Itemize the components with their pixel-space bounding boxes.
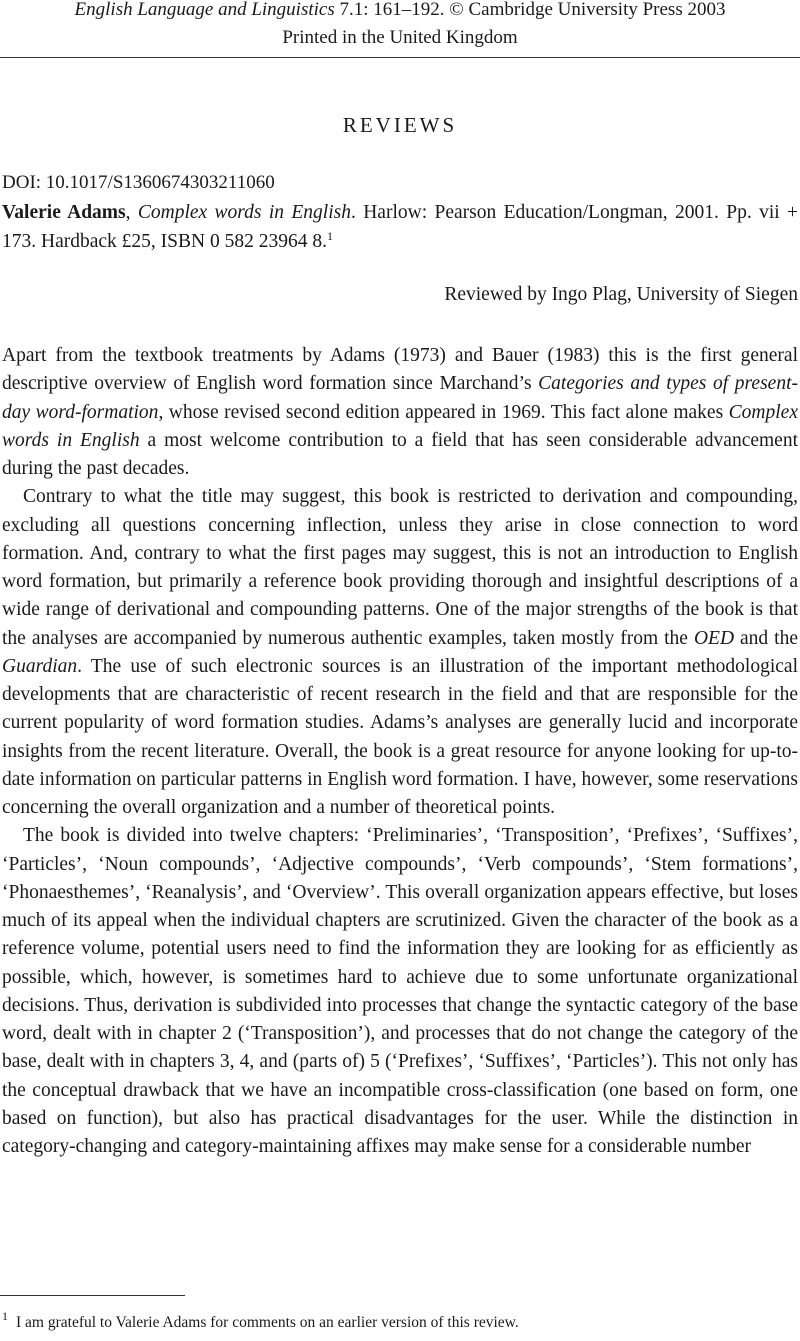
book-author: Valerie Adams bbox=[2, 202, 126, 223]
paragraph-1-italic-book-title: Complex words in English bbox=[2, 401, 798, 451]
journal-name: English Language and Linguistics bbox=[74, 0, 335, 20]
citation-details: . Harlow: Pearson Education/Longman, 2001. Pp. vii + 173. Hardback £25, ISBN 0 582 23964 8. bbox=[2, 202, 799, 252]
footnote-ref[interactable]: 1 bbox=[326, 229, 333, 243]
paragraph-1-italic-marchand-title: Categories and types of present-day word-formation bbox=[2, 373, 798, 423]
footnote-mark: 1 bbox=[2, 1309, 8, 1323]
paragraph-2-text-a: Contrary to what the title may suggest, this book is restricted to derivation and compounding, excluding all questions concerning inflection, unless they arise in close connection to word formation. And, contrary to what the first pages may suggest, this is not an introduction to English word formation, but primarily a reference book providing thorough and insightful descriptions of a wide range of derivational and compounding patterns. One of the major strengths of the book is that the analyses are accompanied by numerous authentic examples, taken mostly from the bbox=[2, 486, 798, 649]
citation-comma: , bbox=[125, 202, 138, 223]
reviewer-line: Reviewed by Ingo Plag, University of Siegen bbox=[444, 284, 798, 305]
paragraph-3: The book is divided into twelve chapters: ‘Preliminaries’, ‘Transposition’, ‘Prefixes’, ‘Suffixes’, ‘Particles’, ‘Noun compounds’, ‘Adjective compounds’, ‘Verb compounds’, ‘Stem formations’, ‘Phonaesthemes’, ‘Reanalysis’, and ‘Overview’. This overall organization appears effective, but loses much of its appeal when the individual chapters are scrutinized. Given the character of the book as a reference volume, potential users need to find the information they are looking for as efficiently as possible, which, however, is sometimes hard to achieve due to some unfortunate organizational decisions. Thus, derivation is subdivided into processes that change the syntactic category of the base word, dealt with in chapter 2 (‘Transposition’), and processes that do not change the category of the base, dealt with in chapters 3, 4, and (parts of) 5 (‘Prefixes’, ‘Suffixes’, ‘Particles’). This not only has the conceptual drawback that we have an incompatible cross-classification (one based on form, one based on function), but also has practical disadvantages for the user. While the distinction in category-changing and category-maintaining affixes may make sense for a considerable number bbox=[2, 825, 798, 1157]
printed-line: Printed in the United Kingdom bbox=[282, 27, 518, 48]
review-body bbox=[2, 342, 798, 1161]
header-divider bbox=[0, 57, 800, 58]
paragraph-2-italic-oed: OED bbox=[693, 627, 735, 649]
paragraph-2-text-c: and the bbox=[734, 627, 799, 649]
paragraph-1-text-e: a most welcome contribution to a field that has seen considerable advancement during the past decades. bbox=[2, 429, 798, 479]
footnote-text: I am grateful to Valerie Adams for comments on an earlier version of this review. bbox=[16, 1314, 519, 1331]
paragraph-1-text-c: , whose revised second edition appeared in 1969. This fact alone makes bbox=[158, 401, 729, 423]
paragraph-2-italic-guardian: Guardian bbox=[2, 655, 78, 677]
book-title: Complex words in English bbox=[137, 202, 351, 223]
paragraph-1-text-a: Apart from the textbook treatments by Adams (1973) and Bauer (1983) this is the first general descriptive overview of English word formation since Marchand’s bbox=[2, 345, 798, 395]
paragraph-2 bbox=[2, 483, 798, 822]
doi-line: DOI: 10.1017/S1360674303211060 bbox=[2, 172, 275, 193]
footnote bbox=[2, 1309, 519, 1332]
paragraph-2-text-e: . The use of such electronic sources is an illustration of the important methodological developments that are characteristic of recent research in the field and that are responsible for the current popularity of word formation studies. Adams’s analyses are generally lucid and incorporate insights from the recent literature. Overall, the book is a great resource for anyone looking for up-to-date information on particular patterns in English word formation. I have, however, some reservations concerning the overall organization and a number of theoretical points. bbox=[2, 655, 798, 818]
footnote-divider bbox=[0, 1295, 185, 1296]
paragraph-1 bbox=[2, 342, 798, 483]
review-citation bbox=[2, 198, 798, 256]
section-title: REVIEWS bbox=[342, 113, 458, 137]
journal-citation-line bbox=[0, 0, 800, 24]
journal-issue-info: 7.1: 161–192. © Cambridge University Press 2003 bbox=[334, 0, 726, 20]
running-header bbox=[0, 0, 800, 52]
